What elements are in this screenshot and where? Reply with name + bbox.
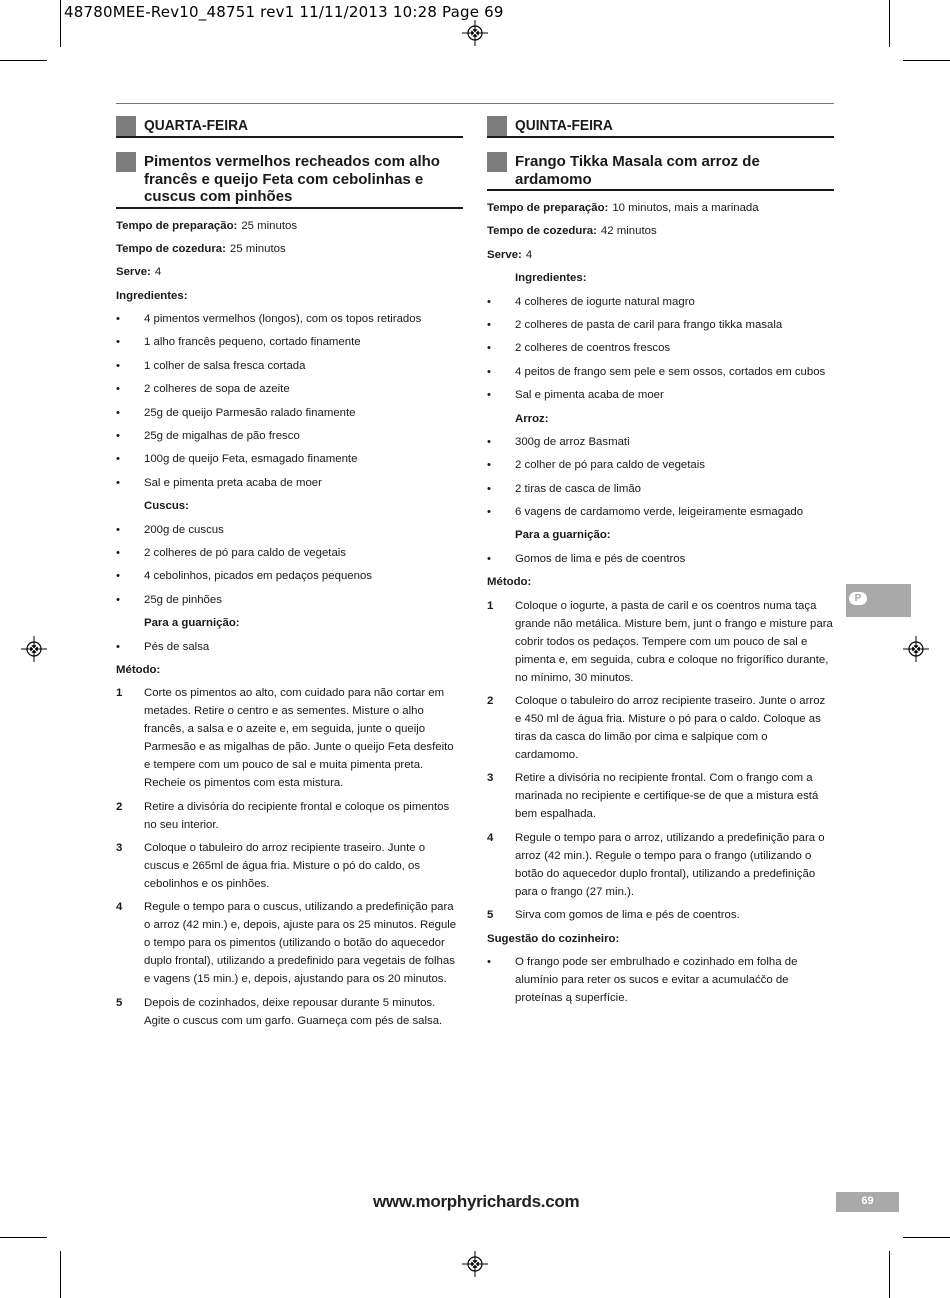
bullet-icon: • bbox=[116, 453, 120, 466]
cook-label: Tempo de cozedura: bbox=[487, 225, 597, 238]
method-step: 1 Coloque o iogurte, a pasta de caril e os coentros numa taça grande não metálica. Misture bem, junt o frango e misture para cobrir todos os pedaços. Tempere com um pouco de sal e pimenta e, em seguida, cubra e coloque no frigorífico durante, no mínimo, 30 minutos. bbox=[487, 599, 833, 684]
bullet-icon: • bbox=[116, 570, 120, 583]
list-item: • O frango pode ser embrulhado e cozinhado em folha de alumínio para reter os sucos e evitar a acumulaćčo de proteínas ą superfície. bbox=[487, 953, 834, 1007]
list-item: • 6 vagens de cardamomo verde, leigeiramente esmagado bbox=[487, 503, 834, 521]
day-heading bbox=[116, 116, 463, 138]
registration-mark-icon bbox=[462, 20, 488, 46]
serves bbox=[487, 246, 834, 264]
bullet-icon: • bbox=[487, 435, 491, 448]
prep-value: 10 minutos, mais a marinada bbox=[612, 202, 759, 214]
list-item: • 25g de queijo Parmesão ralado finamente bbox=[116, 404, 463, 422]
prep-value: 25 minutos bbox=[241, 219, 298, 232]
method-step: 1 Corte os pimentos ao alto, com cuidado para não cortar em metades. Retire o centro e as sementes. Misture o alho francês, a salsa e o azeite e, em seguida, junte o queijo Parmesão e as migalhas de pão. Junte o queijo Feta desfeito e tempere com um pouco de sal e muita pimenta preta. Recheie os pimentos com esta mistura. bbox=[116, 687, 454, 790]
prep-label: Tempo de preparação: bbox=[487, 202, 609, 214]
crop-mark bbox=[60, 0, 61, 47]
prep-label: Tempo de preparação: bbox=[116, 219, 238, 232]
bullet-icon: • bbox=[116, 336, 120, 349]
list-item: • 2 colheres de pasta de caril para frango tikka masala bbox=[487, 316, 834, 334]
method-step: 2 Retire a divisória do recipiente frontal e coloque os pimentos no seu interior. bbox=[116, 800, 450, 831]
day-title: QUINTA-FEIRA bbox=[515, 117, 613, 134]
cook-time bbox=[116, 240, 463, 258]
garnish-label: Para a guarnição: bbox=[515, 529, 611, 542]
bullet-icon: • bbox=[116, 523, 120, 536]
bullet-icon: • bbox=[116, 313, 120, 326]
serves-value: 4 bbox=[525, 248, 533, 261]
method-step: 5 Sirva com gomos de lima e pés de coentros. bbox=[487, 909, 740, 922]
bullet-icon: • bbox=[487, 365, 491, 378]
list-item: • 4 colheres de iogurte natural magro bbox=[487, 293, 834, 311]
bullet-icon: • bbox=[116, 406, 120, 419]
list-item: • 200g de cuscus bbox=[116, 521, 463, 539]
list-item: • Pés de salsa bbox=[116, 638, 463, 656]
crop-mark bbox=[889, 0, 890, 47]
list-item: • 4 cebolinhos, picados em pedaços pequenos bbox=[116, 567, 463, 585]
list-item: • 2 colher de pó para caldo de vegetais bbox=[487, 456, 834, 474]
list-item: • 2 colheres de pó para caldo de vegetais bbox=[116, 544, 463, 562]
crop-mark bbox=[889, 1251, 890, 1298]
list-item: • 4 peitos de frango sem pele e sem ossos, cortados em cubos bbox=[487, 363, 834, 381]
day-title: QUARTA-FEIRA bbox=[144, 117, 249, 134]
rice-label: Arroz: bbox=[515, 412, 549, 425]
recipe-heading bbox=[487, 152, 834, 191]
crop-mark bbox=[0, 1237, 47, 1238]
language-tab-letter: P bbox=[849, 592, 867, 605]
serves-label: Serve: bbox=[116, 266, 151, 279]
crop-mark bbox=[60, 1251, 61, 1298]
serves-label: Serve: bbox=[487, 248, 522, 261]
list-item: • 25g de pinhões bbox=[116, 591, 463, 609]
list-item: • Gomos de lima e pés de coentros bbox=[487, 550, 834, 568]
bullet-icon: • bbox=[487, 318, 491, 331]
bullet-icon: • bbox=[487, 389, 491, 402]
bullet-icon: • bbox=[116, 383, 120, 396]
cook-value: 25 minutos bbox=[229, 242, 286, 255]
bullet-icon: • bbox=[487, 552, 491, 565]
method-step: 2 Coloque o tabuleiro do arroz recipiente traseiro. Junte o arroz e 450 ml de água fria. Misture o pó para o caldo. Coloque as tiras da casca do limão por cima e salpique com o cardamomo. bbox=[487, 695, 826, 762]
registration-mark-icon bbox=[462, 1251, 488, 1277]
list-item: • 100g de queijo Feta, esmagado finamente bbox=[116, 450, 463, 468]
prep-time bbox=[116, 217, 463, 235]
heading-square-icon bbox=[487, 152, 507, 172]
list-item: • 25g de migalhas de pão fresco bbox=[116, 427, 463, 445]
bullet-icon: • bbox=[116, 546, 120, 559]
prep-time bbox=[487, 199, 834, 217]
bullet-icon: • bbox=[487, 506, 491, 519]
cook-time bbox=[487, 222, 834, 240]
method-step: 3 Retire a divisória no recipiente frontal. Com o frango com a marinada no recipiente e certifique-se de que a mistura está bem espalhada. bbox=[487, 772, 819, 821]
list-item: • Sal e pimenta preta acaba de moer bbox=[116, 474, 463, 492]
recipe-title: Pimentos vermelhos recheados com alho francês e queijo Feta com cebolinhas e cuscus com pinhões bbox=[144, 153, 440, 205]
list-item: • 2 colheres de coentros frescos bbox=[487, 339, 834, 357]
language-tab bbox=[846, 584, 911, 617]
registration-mark-icon bbox=[903, 636, 929, 662]
heading-square-icon bbox=[116, 152, 136, 172]
recipe-title: Frango Tikka Masala com arroz de ardamomo bbox=[515, 153, 760, 188]
serves bbox=[116, 263, 463, 281]
tip-label: Sugestão do cozinheiro: bbox=[487, 932, 620, 945]
footer-url: www.morphyrichards.com bbox=[373, 1192, 580, 1211]
list-item: • 300g de arroz Basmati bbox=[487, 433, 834, 451]
thursday-column bbox=[487, 116, 834, 1012]
bullet-icon: • bbox=[487, 459, 491, 472]
bullet-icon: • bbox=[487, 342, 491, 355]
bullet-icon: • bbox=[116, 359, 120, 372]
header-rule bbox=[116, 103, 834, 104]
method-step: 3 Coloque o tabuleiro do arroz recipiente traseiro. Junte o cuscus e 265ml de água fria. Misture o pó do caldo, os cebolinhos e os pinhões. bbox=[116, 842, 426, 891]
method-step: 4 Regule o tempo para o arroz, utilizando a predefinição para o arroz (42 min.). Regule o tempo para o frango (utilizando o botão do aquecedor duplo frontal), utilizando a predefinição para o frango (27 min.). bbox=[487, 831, 825, 898]
page-number: 69 bbox=[836, 1192, 899, 1212]
heading-square-icon bbox=[116, 116, 136, 136]
registration-mark-icon bbox=[21, 636, 47, 662]
list-item: • 4 pimentos vermelhos (longos), com os topos retirados bbox=[116, 310, 463, 328]
cook-value: 42 minutos bbox=[600, 225, 657, 238]
ingredients-label: Ingredientes: bbox=[515, 272, 587, 285]
method-step: 4 Regule o tempo para o cuscus, utilizando a predefinição para o arroz (42 min.) e, depois, ajuste para os 25 minutos. Regule o tempo para os pimentos (utilizando o botão do aquecedor duplo frontal), utilizando a predefinido para vegetais de folhas e vagens (15 min.) e, depois, ajustando para os 20 minutos. bbox=[116, 901, 457, 986]
bullet-icon: • bbox=[116, 476, 120, 489]
day-heading bbox=[487, 116, 834, 138]
garnish-label: Para a guarnição: bbox=[144, 617, 240, 630]
list-item: • 1 colher de salsa fresca cortada bbox=[116, 357, 463, 375]
bullet-icon: • bbox=[487, 295, 491, 308]
bullet-icon: • bbox=[116, 430, 120, 443]
method-step: 5 Depois de cozinhados, deixe repousar durante 5 minutos. Agite o cuscus com um garfo. Guarneça com pés de salsa. bbox=[116, 996, 443, 1027]
list-item: • 2 tiras de casca de limão bbox=[487, 480, 834, 498]
ingredients-label: Ingredientes: bbox=[116, 289, 188, 302]
bullet-icon: • bbox=[487, 955, 491, 968]
method-label: Método: bbox=[116, 663, 161, 676]
list-item: • 2 colheres de sopa de azeite bbox=[116, 380, 463, 398]
wednesday-column bbox=[116, 116, 463, 1035]
cuscus-label: Cuscus: bbox=[144, 500, 189, 513]
method-label: Método: bbox=[487, 576, 532, 589]
cook-label: Tempo de cozedura: bbox=[116, 242, 226, 255]
heading-square-icon bbox=[487, 116, 507, 136]
list-item: • Sal e pimenta acaba de moer bbox=[487, 386, 834, 404]
bullet-icon: • bbox=[116, 640, 120, 653]
recipe-heading bbox=[116, 152, 463, 209]
serves-value: 4 bbox=[154, 266, 162, 279]
crop-mark bbox=[903, 1237, 950, 1238]
crop-mark bbox=[0, 60, 47, 61]
printer-slug: 48780MEE-Rev10_48751 rev1 11/11/2013 10:28 Page 69 bbox=[64, 3, 504, 21]
crop-mark bbox=[903, 60, 950, 61]
bullet-icon: • bbox=[116, 593, 120, 606]
bullet-icon: • bbox=[487, 482, 491, 495]
list-item: • 1 alho francês pequeno, cortado finamente bbox=[116, 333, 463, 351]
